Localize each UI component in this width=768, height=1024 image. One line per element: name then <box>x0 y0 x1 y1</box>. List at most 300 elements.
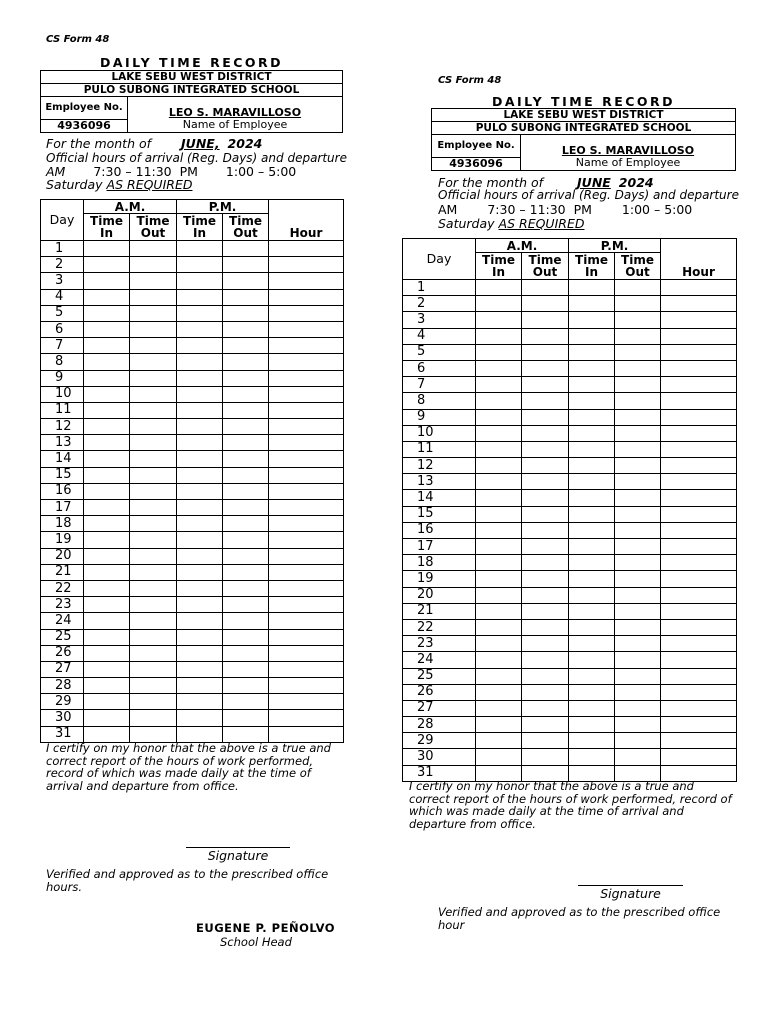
am-time-out-cell[interactable] <box>130 694 177 710</box>
pm-time-out-cell[interactable] <box>615 360 661 376</box>
am-time-in-cell[interactable] <box>84 661 130 677</box>
pm-time-out-cell[interactable] <box>615 458 661 474</box>
pm-time-in-cell[interactable] <box>177 289 223 305</box>
am-time-out-cell[interactable] <box>522 360 569 376</box>
pm-time-out-cell[interactable] <box>223 629 269 645</box>
hour-cell[interactable] <box>269 386 344 402</box>
pm-time-in-cell[interactable] <box>177 726 223 742</box>
am-time-in-cell[interactable] <box>476 506 522 522</box>
am-time-in-cell[interactable] <box>84 257 130 273</box>
pm-time-out-cell[interactable] <box>223 435 269 451</box>
pm-time-in-cell[interactable] <box>569 555 615 571</box>
am-time-in-cell[interactable] <box>84 645 130 661</box>
am-time-in-cell[interactable] <box>84 678 130 694</box>
pm-time-in-cell[interactable] <box>177 532 223 548</box>
hour-cell[interactable] <box>269 516 344 532</box>
am-time-out-cell[interactable] <box>130 257 177 273</box>
pm-time-out-cell[interactable] <box>615 344 661 360</box>
hour-cell[interactable] <box>661 506 737 522</box>
am-time-in-cell[interactable] <box>476 603 522 619</box>
pm-time-out-cell[interactable] <box>615 441 661 457</box>
pm-time-in-cell[interactable] <box>569 458 615 474</box>
hour-cell[interactable] <box>269 241 344 257</box>
hour-cell[interactable] <box>269 500 344 516</box>
am-time-out-cell[interactable] <box>522 522 569 538</box>
hour-cell[interactable] <box>661 652 737 668</box>
pm-time-in-cell[interactable] <box>177 500 223 516</box>
am-time-out-cell[interactable] <box>522 652 569 668</box>
pm-time-in-cell[interactable] <box>569 717 615 733</box>
pm-time-in-cell[interactable] <box>569 587 615 603</box>
pm-time-out-cell[interactable] <box>223 645 269 661</box>
pm-time-in-cell[interactable] <box>177 402 223 418</box>
hour-cell[interactable] <box>269 678 344 694</box>
pm-time-in-cell[interactable] <box>177 241 223 257</box>
pm-time-in-cell[interactable] <box>569 539 615 555</box>
hour-cell[interactable] <box>661 474 737 490</box>
am-time-in-cell[interactable] <box>84 289 130 305</box>
hour-cell[interactable] <box>269 726 344 742</box>
hour-cell[interactable] <box>661 425 737 441</box>
pm-time-out-cell[interactable] <box>615 425 661 441</box>
am-time-out-cell[interactable] <box>522 717 569 733</box>
pm-time-in-cell[interactable] <box>569 409 615 425</box>
pm-time-in-cell[interactable] <box>177 338 223 354</box>
pm-time-out-cell[interactable] <box>615 522 661 538</box>
am-time-in-cell[interactable] <box>84 305 130 321</box>
pm-time-out-cell[interactable] <box>223 273 269 289</box>
am-time-out-cell[interactable] <box>130 370 177 386</box>
am-time-out-cell[interactable] <box>522 700 569 716</box>
hour-cell[interactable] <box>269 710 344 726</box>
pm-time-in-cell[interactable] <box>177 661 223 677</box>
am-time-out-cell[interactable] <box>130 289 177 305</box>
am-time-in-cell[interactable] <box>84 370 130 386</box>
am-time-out-cell[interactable] <box>130 661 177 677</box>
am-time-out-cell[interactable] <box>130 678 177 694</box>
pm-time-out-cell[interactable] <box>615 393 661 409</box>
am-time-out-cell[interactable] <box>130 500 177 516</box>
am-time-out-cell[interactable] <box>522 733 569 749</box>
am-time-in-cell[interactable] <box>84 629 130 645</box>
pm-time-out-cell[interactable] <box>223 451 269 467</box>
pm-time-in-cell[interactable] <box>569 425 615 441</box>
am-time-out-cell[interactable] <box>130 613 177 629</box>
pm-time-in-cell[interactable] <box>177 386 223 402</box>
pm-time-out-cell[interactable] <box>615 652 661 668</box>
pm-time-in-cell[interactable] <box>177 419 223 435</box>
am-time-out-cell[interactable] <box>522 587 569 603</box>
pm-time-in-cell[interactable] <box>569 344 615 360</box>
pm-time-in-cell[interactable] <box>569 522 615 538</box>
am-time-out-cell[interactable] <box>522 409 569 425</box>
am-time-in-cell[interactable] <box>476 749 522 765</box>
pm-time-out-cell[interactable] <box>615 474 661 490</box>
am-time-out-cell[interactable] <box>130 321 177 337</box>
am-time-in-cell[interactable] <box>84 500 130 516</box>
am-time-out-cell[interactable] <box>522 539 569 555</box>
am-time-out-cell[interactable] <box>522 749 569 765</box>
pm-time-out-cell[interactable] <box>223 289 269 305</box>
am-time-out-cell[interactable] <box>130 451 177 467</box>
am-time-out-cell[interactable] <box>130 629 177 645</box>
am-time-out-cell[interactable] <box>522 474 569 490</box>
am-time-in-cell[interactable] <box>476 636 522 652</box>
hour-cell[interactable] <box>269 289 344 305</box>
am-time-out-cell[interactable] <box>130 726 177 742</box>
hour-cell[interactable] <box>269 402 344 418</box>
hour-cell[interactable] <box>269 257 344 273</box>
am-time-in-cell[interactable] <box>84 483 130 499</box>
pm-time-in-cell[interactable] <box>177 516 223 532</box>
am-time-out-cell[interactable] <box>522 555 569 571</box>
pm-time-in-cell[interactable] <box>177 483 223 499</box>
pm-time-out-cell[interactable] <box>223 726 269 742</box>
pm-time-in-cell[interactable] <box>569 441 615 457</box>
pm-time-in-cell[interactable] <box>177 645 223 661</box>
pm-time-out-cell[interactable] <box>223 500 269 516</box>
am-time-in-cell[interactable] <box>84 241 130 257</box>
pm-time-out-cell[interactable] <box>615 280 661 296</box>
am-time-out-cell[interactable] <box>522 328 569 344</box>
hour-cell[interactable] <box>269 661 344 677</box>
am-time-in-cell[interactable] <box>476 571 522 587</box>
pm-time-in-cell[interactable] <box>569 393 615 409</box>
am-time-in-cell[interactable] <box>84 597 130 613</box>
hour-cell[interactable] <box>661 668 737 684</box>
am-time-out-cell[interactable] <box>130 338 177 354</box>
pm-time-out-cell[interactable] <box>223 305 269 321</box>
hour-cell[interactable] <box>661 555 737 571</box>
am-time-out-cell[interactable] <box>522 280 569 296</box>
pm-time-in-cell[interactable] <box>177 273 223 289</box>
am-time-out-cell[interactable] <box>130 532 177 548</box>
pm-time-out-cell[interactable] <box>223 532 269 548</box>
hour-cell[interactable] <box>269 548 344 564</box>
hour-cell[interactable] <box>661 587 737 603</box>
hour-cell[interactable] <box>269 613 344 629</box>
pm-time-in-cell[interactable] <box>177 321 223 337</box>
am-time-in-cell[interactable] <box>476 684 522 700</box>
am-time-out-cell[interactable] <box>522 312 569 328</box>
am-time-in-cell[interactable] <box>84 467 130 483</box>
am-time-out-cell[interactable] <box>130 483 177 499</box>
pm-time-in-cell[interactable] <box>177 467 223 483</box>
pm-time-in-cell[interactable] <box>177 710 223 726</box>
pm-time-out-cell[interactable] <box>615 296 661 312</box>
hour-cell[interactable] <box>661 733 737 749</box>
am-time-in-cell[interactable] <box>84 532 130 548</box>
am-time-out-cell[interactable] <box>130 548 177 564</box>
pm-time-in-cell[interactable] <box>569 684 615 700</box>
am-time-out-cell[interactable] <box>130 710 177 726</box>
am-time-in-cell[interactable] <box>476 522 522 538</box>
am-time-out-cell[interactable] <box>522 636 569 652</box>
am-time-out-cell[interactable] <box>130 273 177 289</box>
am-time-out-cell[interactable] <box>130 580 177 596</box>
pm-time-out-cell[interactable] <box>615 717 661 733</box>
pm-time-out-cell[interactable] <box>223 354 269 370</box>
am-time-in-cell[interactable] <box>476 312 522 328</box>
hour-cell[interactable] <box>661 280 737 296</box>
am-time-out-cell[interactable] <box>130 305 177 321</box>
am-time-in-cell[interactable] <box>84 548 130 564</box>
hour-cell[interactable] <box>269 467 344 483</box>
hour-cell[interactable] <box>269 580 344 596</box>
pm-time-out-cell[interactable] <box>615 587 661 603</box>
am-time-in-cell[interactable] <box>476 344 522 360</box>
pm-time-out-cell[interactable] <box>223 613 269 629</box>
hour-cell[interactable] <box>661 344 737 360</box>
hour-cell[interactable] <box>661 490 737 506</box>
pm-time-in-cell[interactable] <box>177 580 223 596</box>
am-time-in-cell[interactable] <box>84 419 130 435</box>
pm-time-out-cell[interactable] <box>615 619 661 635</box>
pm-time-out-cell[interactable] <box>223 370 269 386</box>
am-time-out-cell[interactable] <box>522 458 569 474</box>
hour-cell[interactable] <box>661 393 737 409</box>
pm-time-out-cell[interactable] <box>223 257 269 273</box>
hour-cell[interactable] <box>269 305 344 321</box>
pm-time-in-cell[interactable] <box>177 694 223 710</box>
am-time-out-cell[interactable] <box>130 435 177 451</box>
pm-time-in-cell[interactable] <box>177 613 223 629</box>
pm-time-out-cell[interactable] <box>615 409 661 425</box>
am-time-in-cell[interactable] <box>84 694 130 710</box>
hour-cell[interactable] <box>661 296 737 312</box>
am-time-in-cell[interactable] <box>476 425 522 441</box>
am-time-in-cell[interactable] <box>476 490 522 506</box>
pm-time-in-cell[interactable] <box>569 571 615 587</box>
hour-cell[interactable] <box>269 629 344 645</box>
am-time-out-cell[interactable] <box>522 684 569 700</box>
am-time-out-cell[interactable] <box>522 377 569 393</box>
am-time-in-cell[interactable] <box>476 296 522 312</box>
pm-time-in-cell[interactable] <box>569 328 615 344</box>
pm-time-in-cell[interactable] <box>177 354 223 370</box>
pm-time-out-cell[interactable] <box>223 321 269 337</box>
am-time-out-cell[interactable] <box>130 564 177 580</box>
pm-time-in-cell[interactable] <box>569 280 615 296</box>
pm-time-in-cell[interactable] <box>569 733 615 749</box>
pm-time-out-cell[interactable] <box>615 571 661 587</box>
pm-time-in-cell[interactable] <box>177 597 223 613</box>
pm-time-out-cell[interactable] <box>615 328 661 344</box>
hour-cell[interactable] <box>661 441 737 457</box>
am-time-in-cell[interactable] <box>476 668 522 684</box>
am-time-out-cell[interactable] <box>522 619 569 635</box>
pm-time-out-cell[interactable] <box>615 668 661 684</box>
pm-time-in-cell[interactable] <box>569 603 615 619</box>
am-time-in-cell[interactable] <box>476 441 522 457</box>
am-time-in-cell[interactable] <box>476 555 522 571</box>
pm-time-in-cell[interactable] <box>569 619 615 635</box>
pm-time-in-cell[interactable] <box>569 312 615 328</box>
hour-cell[interactable] <box>661 539 737 555</box>
am-time-in-cell[interactable] <box>84 516 130 532</box>
am-time-out-cell[interactable] <box>130 516 177 532</box>
pm-time-out-cell[interactable] <box>615 603 661 619</box>
am-time-in-cell[interactable] <box>84 580 130 596</box>
am-time-in-cell[interactable] <box>476 377 522 393</box>
am-time-out-cell[interactable] <box>522 668 569 684</box>
pm-time-in-cell[interactable] <box>569 506 615 522</box>
pm-time-in-cell[interactable] <box>569 360 615 376</box>
am-time-in-cell[interactable] <box>84 338 130 354</box>
am-time-in-cell[interactable] <box>476 409 522 425</box>
hour-cell[interactable] <box>661 571 737 587</box>
hour-cell[interactable] <box>661 377 737 393</box>
pm-time-out-cell[interactable] <box>223 580 269 596</box>
pm-time-out-cell[interactable] <box>615 506 661 522</box>
pm-time-out-cell[interactable] <box>223 548 269 564</box>
hour-cell[interactable] <box>661 328 737 344</box>
am-time-in-cell[interactable] <box>476 733 522 749</box>
am-time-in-cell[interactable] <box>84 564 130 580</box>
pm-time-in-cell[interactable] <box>177 257 223 273</box>
am-time-out-cell[interactable] <box>522 425 569 441</box>
pm-time-out-cell[interactable] <box>615 312 661 328</box>
hour-cell[interactable] <box>661 700 737 716</box>
am-time-in-cell[interactable] <box>476 474 522 490</box>
pm-time-in-cell[interactable] <box>177 370 223 386</box>
am-time-out-cell[interactable] <box>130 241 177 257</box>
pm-time-out-cell[interactable] <box>615 555 661 571</box>
am-time-in-cell[interactable] <box>476 717 522 733</box>
hour-cell[interactable] <box>269 370 344 386</box>
am-time-out-cell[interactable] <box>130 597 177 613</box>
hour-cell[interactable] <box>661 458 737 474</box>
am-time-in-cell[interactable] <box>476 458 522 474</box>
hour-cell[interactable] <box>661 619 737 635</box>
pm-time-out-cell[interactable] <box>223 694 269 710</box>
pm-time-out-cell[interactable] <box>615 684 661 700</box>
hour-cell[interactable] <box>661 522 737 538</box>
am-time-out-cell[interactable] <box>522 603 569 619</box>
pm-time-out-cell[interactable] <box>615 733 661 749</box>
hour-cell[interactable] <box>269 694 344 710</box>
pm-time-in-cell[interactable] <box>569 296 615 312</box>
am-time-in-cell[interactable] <box>476 619 522 635</box>
hour-cell[interactable] <box>269 597 344 613</box>
am-time-in-cell[interactable] <box>476 280 522 296</box>
am-time-in-cell[interactable] <box>84 273 130 289</box>
pm-time-out-cell[interactable] <box>223 710 269 726</box>
hour-cell[interactable] <box>269 338 344 354</box>
am-time-in-cell[interactable] <box>84 710 130 726</box>
pm-time-out-cell[interactable] <box>223 241 269 257</box>
pm-time-in-cell[interactable] <box>177 548 223 564</box>
am-time-out-cell[interactable] <box>522 490 569 506</box>
am-time-in-cell[interactable] <box>476 652 522 668</box>
am-time-in-cell[interactable] <box>84 613 130 629</box>
hour-cell[interactable] <box>269 354 344 370</box>
am-time-in-cell[interactable] <box>84 321 130 337</box>
hour-cell[interactable] <box>269 645 344 661</box>
am-time-in-cell[interactable] <box>476 587 522 603</box>
hour-cell[interactable] <box>661 360 737 376</box>
hour-cell[interactable] <box>661 312 737 328</box>
am-time-out-cell[interactable] <box>522 441 569 457</box>
am-time-in-cell[interactable] <box>84 435 130 451</box>
pm-time-out-cell[interactable] <box>223 597 269 613</box>
am-time-out-cell[interactable] <box>522 296 569 312</box>
hour-cell[interactable] <box>269 451 344 467</box>
am-time-out-cell[interactable] <box>130 419 177 435</box>
hour-cell[interactable] <box>661 603 737 619</box>
pm-time-in-cell[interactable] <box>569 474 615 490</box>
pm-time-in-cell[interactable] <box>569 700 615 716</box>
pm-time-in-cell[interactable] <box>569 668 615 684</box>
pm-time-in-cell[interactable] <box>569 490 615 506</box>
pm-time-in-cell[interactable] <box>569 749 615 765</box>
pm-time-out-cell[interactable] <box>615 377 661 393</box>
pm-time-out-cell[interactable] <box>223 516 269 532</box>
am-time-in-cell[interactable] <box>476 393 522 409</box>
pm-time-out-cell[interactable] <box>223 402 269 418</box>
pm-time-out-cell[interactable] <box>615 636 661 652</box>
pm-time-out-cell[interactable] <box>223 419 269 435</box>
hour-cell[interactable] <box>661 409 737 425</box>
pm-time-out-cell[interactable] <box>223 386 269 402</box>
hour-cell[interactable] <box>661 749 737 765</box>
hour-cell[interactable] <box>269 435 344 451</box>
pm-time-out-cell[interactable] <box>223 661 269 677</box>
am-time-in-cell[interactable] <box>84 726 130 742</box>
am-time-in-cell[interactable] <box>476 539 522 555</box>
pm-time-in-cell[interactable] <box>177 451 223 467</box>
pm-time-out-cell[interactable] <box>223 564 269 580</box>
hour-cell[interactable] <box>661 684 737 700</box>
am-time-in-cell[interactable] <box>476 360 522 376</box>
hour-cell[interactable] <box>661 636 737 652</box>
am-time-out-cell[interactable] <box>522 506 569 522</box>
am-time-out-cell[interactable] <box>130 402 177 418</box>
am-time-out-cell[interactable] <box>522 393 569 409</box>
hour-cell[interactable] <box>269 321 344 337</box>
hour-cell[interactable] <box>269 273 344 289</box>
pm-time-in-cell[interactable] <box>569 652 615 668</box>
pm-time-out-cell[interactable] <box>615 700 661 716</box>
am-time-in-cell[interactable] <box>476 328 522 344</box>
pm-time-out-cell[interactable] <box>223 483 269 499</box>
am-time-out-cell[interactable] <box>130 354 177 370</box>
pm-time-in-cell[interactable] <box>177 564 223 580</box>
pm-time-in-cell[interactable] <box>177 678 223 694</box>
am-time-out-cell[interactable] <box>522 571 569 587</box>
am-time-in-cell[interactable] <box>84 386 130 402</box>
pm-time-out-cell[interactable] <box>615 539 661 555</box>
hour-cell[interactable] <box>661 717 737 733</box>
am-time-out-cell[interactable] <box>130 386 177 402</box>
pm-time-in-cell[interactable] <box>569 377 615 393</box>
am-time-out-cell[interactable] <box>130 467 177 483</box>
am-time-out-cell[interactable] <box>522 344 569 360</box>
pm-time-in-cell[interactable] <box>177 629 223 645</box>
hour-cell[interactable] <box>269 532 344 548</box>
pm-time-out-cell[interactable] <box>615 749 661 765</box>
hour-cell[interactable] <box>269 483 344 499</box>
pm-time-out-cell[interactable] <box>223 467 269 483</box>
am-time-out-cell[interactable] <box>130 645 177 661</box>
pm-time-in-cell[interactable] <box>569 636 615 652</box>
pm-time-out-cell[interactable] <box>615 490 661 506</box>
am-time-in-cell[interactable] <box>84 451 130 467</box>
pm-time-out-cell[interactable] <box>223 338 269 354</box>
am-time-in-cell[interactable] <box>84 354 130 370</box>
pm-time-in-cell[interactable] <box>177 435 223 451</box>
pm-time-in-cell[interactable] <box>177 305 223 321</box>
